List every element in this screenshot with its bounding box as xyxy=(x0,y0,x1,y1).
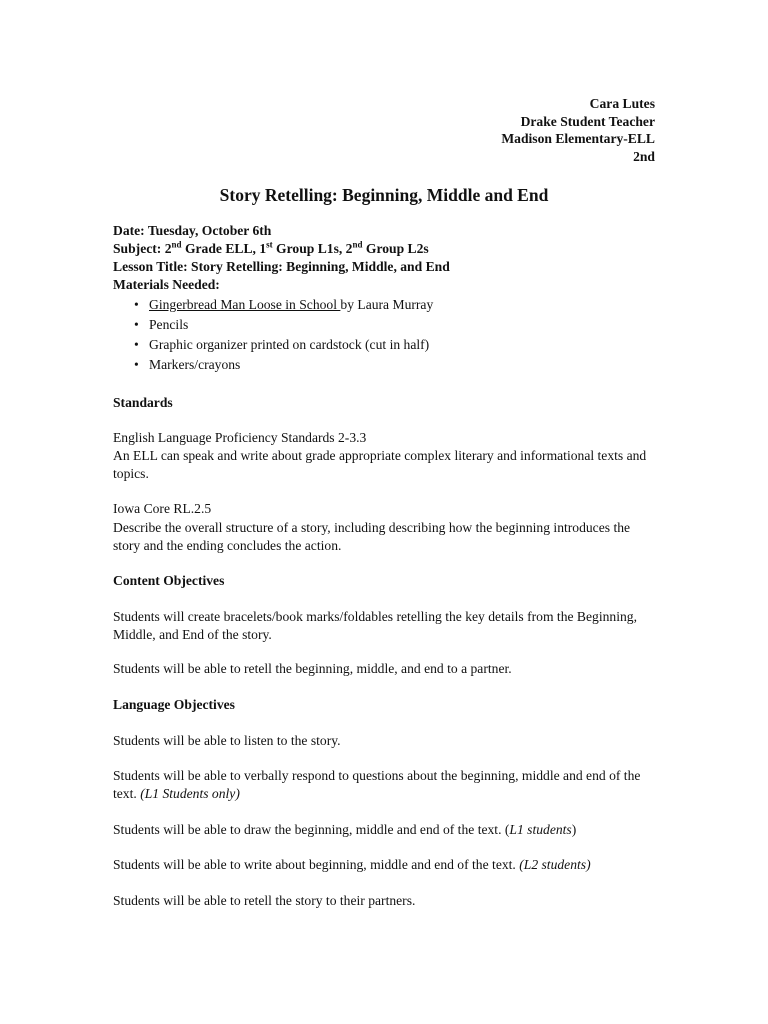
lesson-date: Date: Tuesday, October 6th xyxy=(113,223,272,238)
standards-heading: Standards xyxy=(113,395,173,410)
list-item: • Pencils xyxy=(134,317,189,332)
bullet-icon: • xyxy=(134,317,139,332)
list-item: • Markers/crayons xyxy=(134,357,241,372)
language-objective-3: Students will be able to draw the beginning, middle and end of the text. (L1 students) xyxy=(113,822,577,837)
school-name: Madison Elementary-ELL xyxy=(501,131,655,146)
content-objective-1: Students will create bracelets/book marks/foldables retelling the key details from the Beginning, Middle, and End of the story. xyxy=(113,609,637,642)
language-objective-4: Students will be able to write about beginning, middle and end of the text. (L2 students) xyxy=(113,857,591,872)
language-objective-5: Students will be able to retell the story to their partners. xyxy=(113,893,416,908)
author-header xyxy=(501,95,655,165)
lesson-meta xyxy=(113,222,658,294)
list-item xyxy=(113,296,433,316)
author-role: Drake Student Teacher xyxy=(520,113,655,129)
content-objectives-heading: Content Objectives xyxy=(113,573,225,588)
lesson-title: Lesson Title: Story Retelling: Beginning, Middle, and End xyxy=(113,259,450,274)
lesson-heading: Story Retelling: Beginning, Middle and End xyxy=(219,185,549,205)
elp-standard-text: An ELL can speak and write about grade appropriate complex literary and informational texts and topics. xyxy=(113,448,647,481)
materials-label: Materials Needed: xyxy=(113,277,220,292)
content-objective-2: Students will be able to retell the beginning, middle, and end to a partner. xyxy=(113,661,512,676)
bullet-icon: • xyxy=(134,357,139,372)
bullet-icon: • xyxy=(134,297,139,312)
language-objective-1: Students will be able to listen to the story. xyxy=(113,733,341,748)
core-standard-text: Describe the overall structure of a story, including describing how the beginning introduces the story and the ending concludes the action. xyxy=(113,520,631,553)
book-author: by Laura Murray xyxy=(340,297,434,312)
bullet-icon: • xyxy=(134,337,139,352)
lesson-subject: Subject: 2nd Grade ELL, 1st Group L1s, 2nd Group L2s xyxy=(113,239,429,256)
core-standard-title: Iowa Core RL.2.5 xyxy=(113,501,212,516)
elp-standard-title: English Language Proficiency Standards 2-3.3 xyxy=(113,430,367,445)
language-objective-2: Students will be able to verbally respond to questions about the beginning, middle and end of the text. (L1 Students only) xyxy=(113,768,641,801)
author-name: Cara Lutes xyxy=(589,96,655,111)
book-title-link[interactable]: Gingerbread Man Loose in School xyxy=(149,297,341,312)
materials-list xyxy=(113,296,433,376)
list-item: • Graphic organizer printed on cardstock (cut in half) xyxy=(134,337,430,352)
language-objectives-heading: Language Objectives xyxy=(113,697,235,712)
grade-level: 2nd xyxy=(633,148,655,164)
